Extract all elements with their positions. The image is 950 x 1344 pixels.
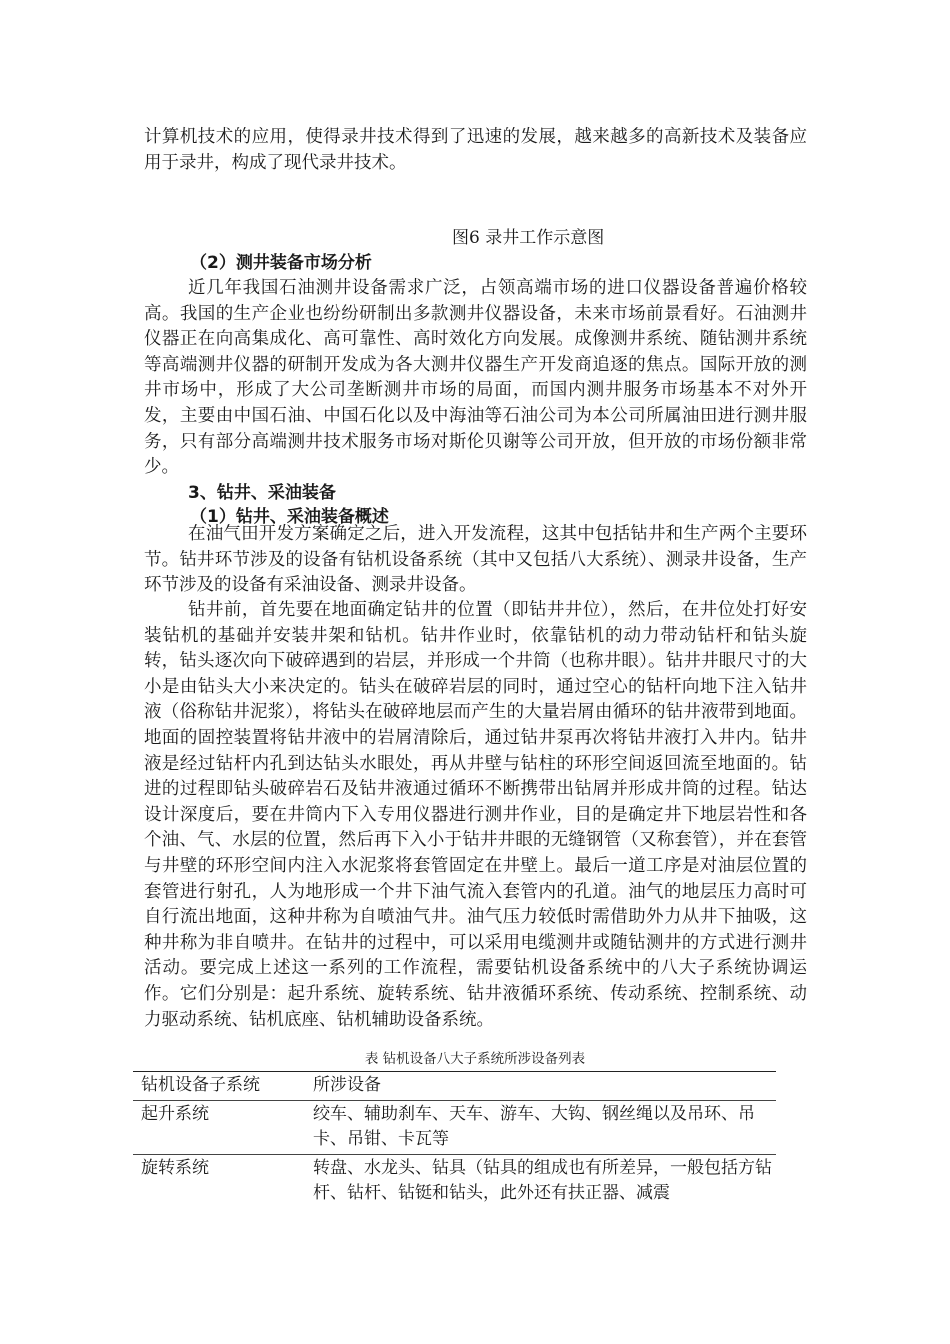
- equipment-table: [133, 1071, 776, 1208]
- table-row: [133, 1154, 776, 1208]
- table-cell-equipment: 转盘、水龙头、钻具（钻具的组成也有所差异，一般包括方钻杆、钻杆、钻铤和钻头，此外还有扶正器、减震: [313, 1157, 772, 1203]
- table-header-system: 钻机设备子系统: [141, 1075, 260, 1095]
- subsection-heading-overview: （1）钻井、采油装备概述: [190, 507, 389, 527]
- table-header-row: [133, 1072, 776, 1101]
- figure-caption: 图6 录井工作示意图: [452, 228, 605, 248]
- table-header-equipment: 所涉设备: [313, 1075, 381, 1095]
- table-cell-system: 起升系统: [141, 1103, 209, 1124]
- table-cell-equipment: 绞车、辅助刹车、天车、游车、大钩、钢丝绳以及吊环、吊卡、吊钳、卡瓦等: [313, 1103, 755, 1149]
- overview-paragraph-2: 钻井前，首先要在地面确定钻井的位置（即钻井井位），然后，在井位处打好安装钻机的基础并安装井架和钻机。钻井作业时，依靠钻机的动力带动钻杆和钻头旋转，钻头逐次向下破碎遇到的岩层，并形成一个井筒（也称井眼）。钻井井眼尺寸的大小是由钻头大小来决定的。钻头在破碎岩层的同时，通过空心的钻杆向地下注入钻井液（俗称钻井泥浆），将钻头在破碎地层而产生的大量岩屑由循环的钻井液带到地面。地面的固控装置将钻井液中的岩屑清除后，通过钻井泵再次将钻井液打入井内。钻井液是经过钻杆内孔到达钻头水眼处，再从井壁与钻柱的环形空间返回流至地面的。钻进的过程即钻头破碎岩石及钻井液通过循环不断携带出钻屑并形成井筒的过程。钻达设计深度后，要在井筒内下入专用仪器进行测井作业，目的是确定井下地层岩性和各个油、气、水层的位置，然后再下入小于钻井井眼的无缝钢管（又称套管），并在套管与井壁的环形空间内注入水泥浆将套管固定在井壁上。最后一道工序是对油层位置的套管进行射孔，人为地形成一个井下油气流入套管内的孔道。油气的地层压力高时可自行流出地面，这种井称为自喷油气井。油气压力较低时需借助外力从井下抽吸，这种井称为非自喷井。在钻井的过程中，可以采用电缆测井或随钻测井的方式进行测井活动。要完成上述这一系列的工作流程，需要钻机设备系统中的八大子系统协调运作。它们分别是：起升系统、旋转系统、钻井液循环系统、传动系统、控制系统、动力驱动系统、钻机底座、钻机辅助设备系统。: [144, 600, 807, 1030]
- section-heading-market: （2）测井装备市场分析: [190, 253, 372, 273]
- table-cell-system: 旋转系统: [141, 1157, 209, 1178]
- overview-paragraph-1: 在油气田开发方案确定之后，进入开发流程，这其中包括钻井和生产两个主要环节。钻井环节涉及的设备有钻机设备系统（其中又包括八大系统）、测录井设备，生产环节涉及的设备有采油设备、测录井设备。: [144, 524, 807, 596]
- intro-paragraph: 计算机技术的应用，使得录井技术得到了迅速的发展，越来越多的高新技术及装备应用于录井，构成了现代录井技术。: [144, 127, 807, 173]
- table-row: [133, 1100, 776, 1154]
- market-paragraph: 近几年我国石油测井设备需求广泛，占领高端市场的进口仪器设备普遍价格较高。我国的生产企业也纷纷研制出多款测井仪器设备，未来市场前景看好。石油测井仪器正在向高集成化、高可靠性、高时效化方向发展。成像测井系统、随钻测井系统等高端测井仪器的研制开发成为各大测井仪器生产开发商追逐的焦点。国际开放的测井市场中，形成了大公司垄断测井市场的局面，而国内测井服务市场基本不对外开发，主要由中国石油、中国石化以及中海油等石油公司为本公司所属油田进行测井服务，只有部分高端测井技术服务市场对斯伦贝谢等公司开放，但开放的市场份额非常少。: [144, 278, 807, 478]
- table-caption: 表 钻机设备八大子系统所涉设备列表: [364, 1051, 586, 1067]
- section-heading-drilling: 3、钻井、采油装备: [188, 483, 336, 503]
